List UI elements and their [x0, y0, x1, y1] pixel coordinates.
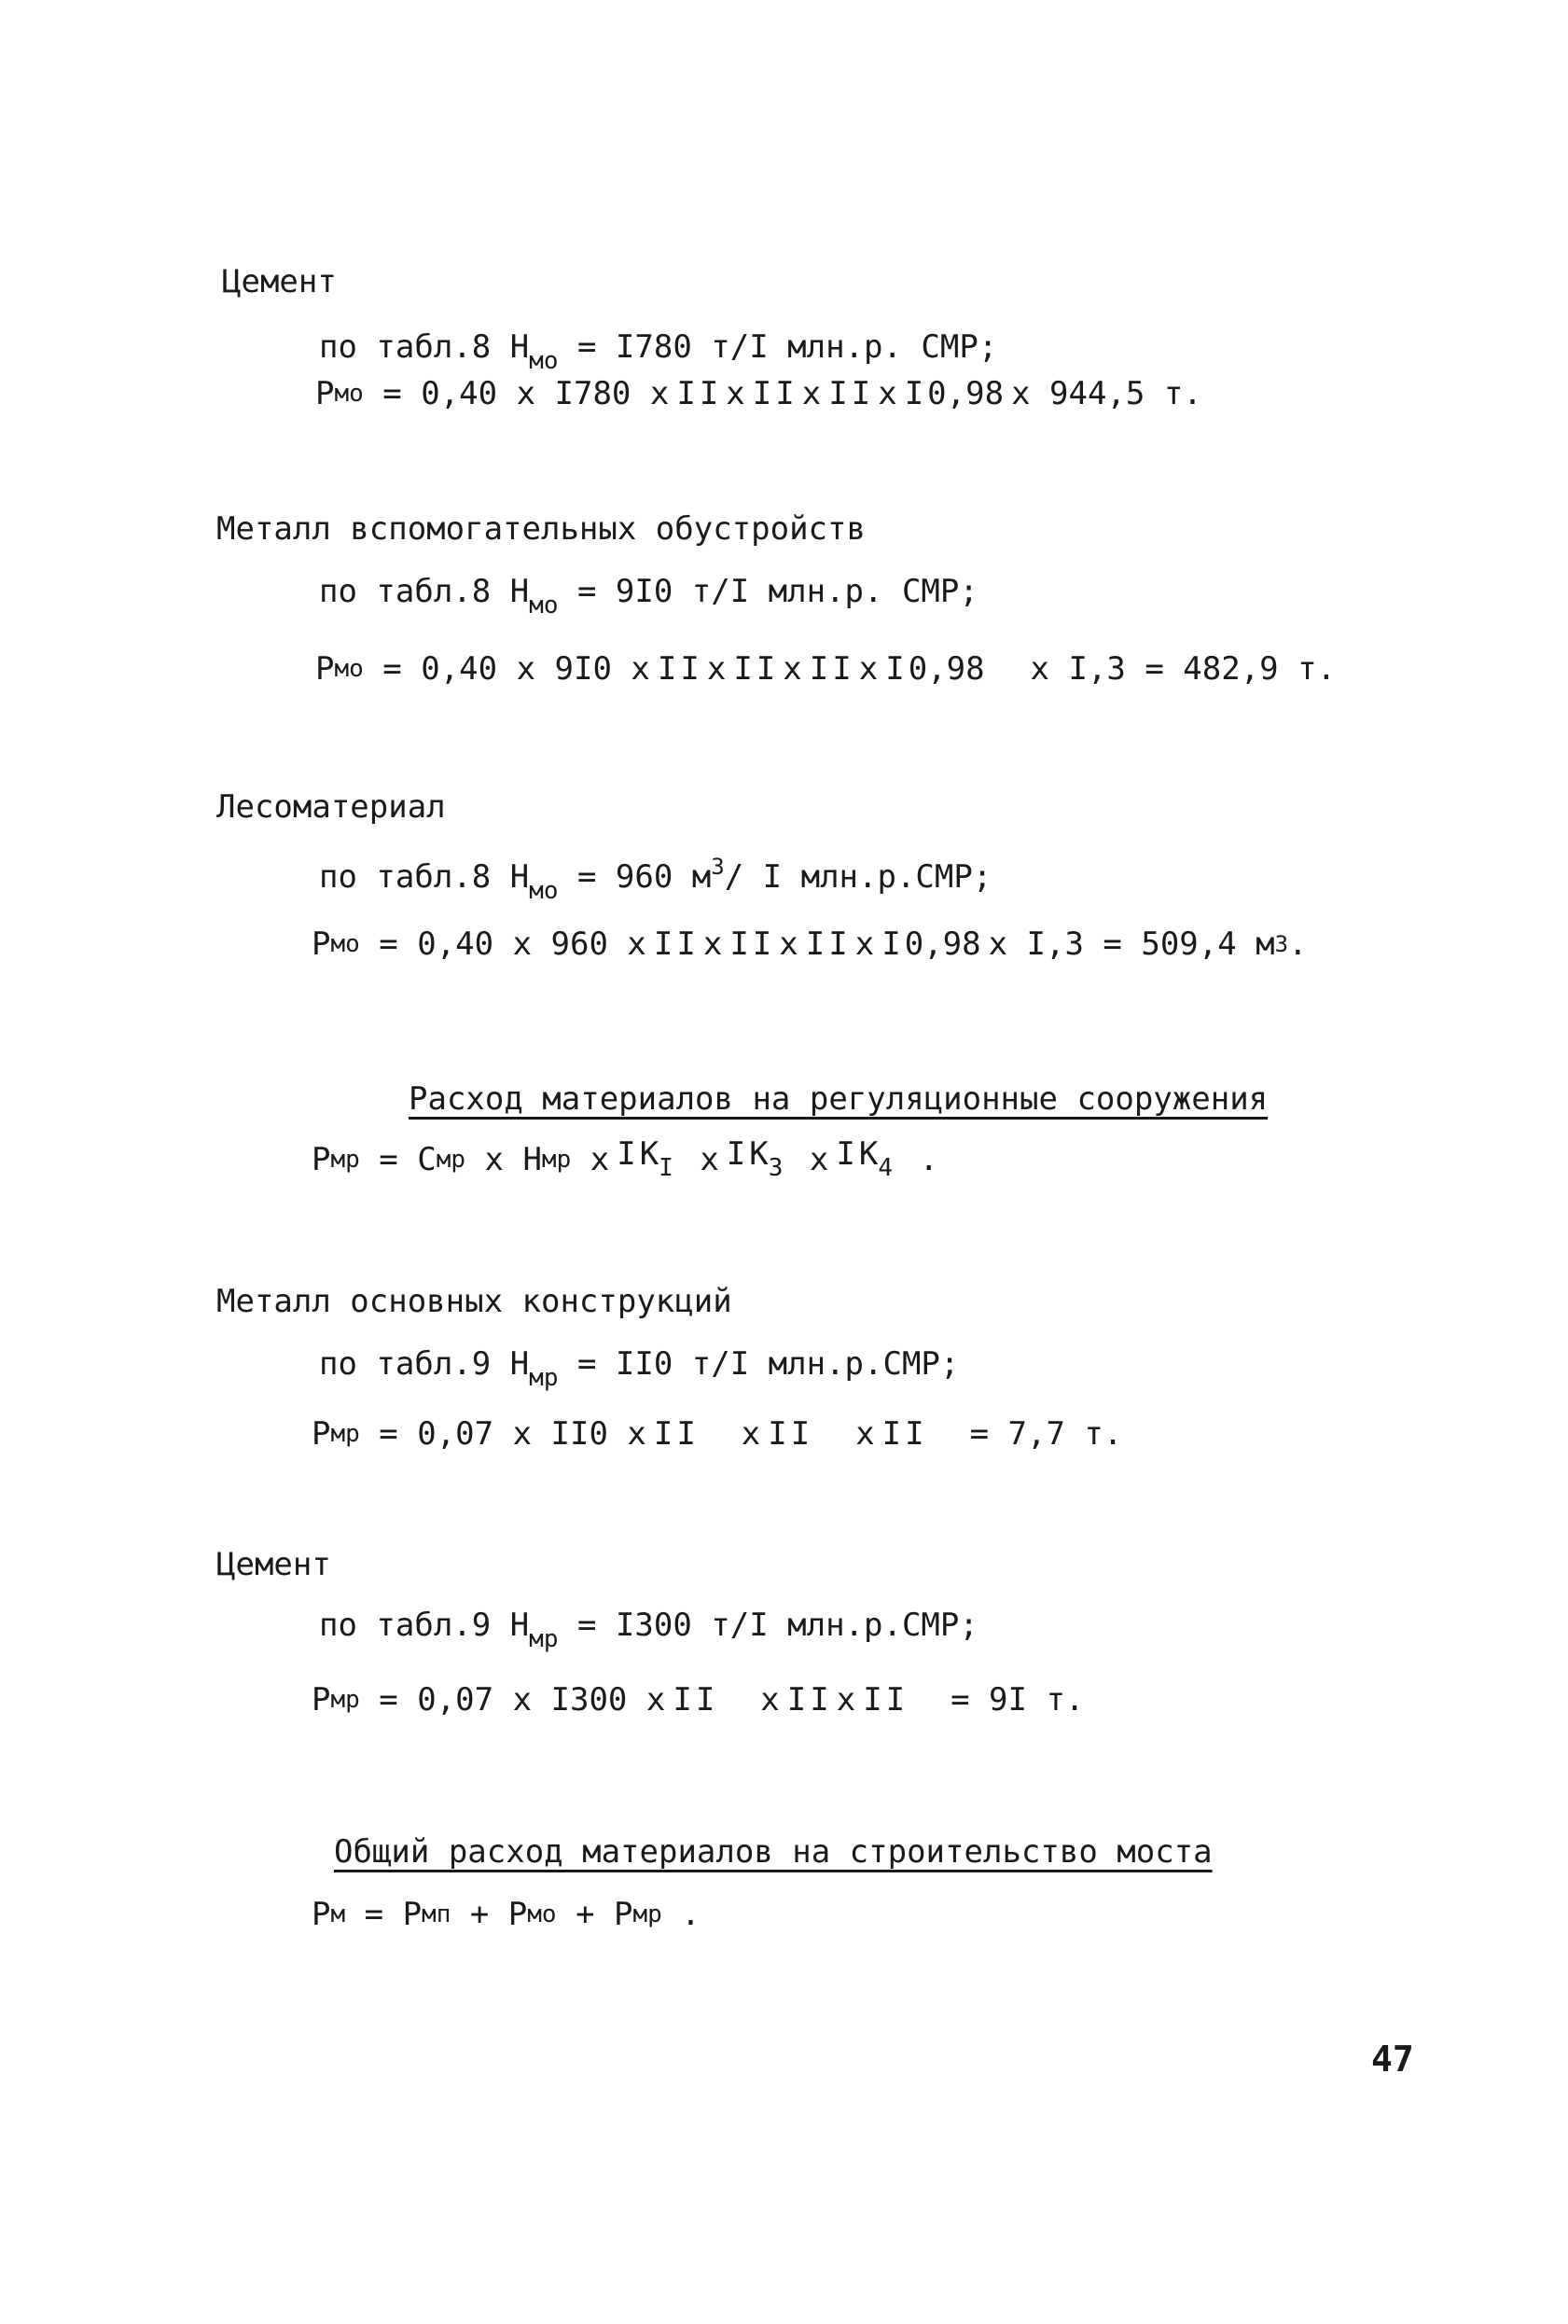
metal-aux-norm: по табл.8 $Н_{мо} = 9I0$ т/I млн.р. СМР;	[319, 573, 978, 619]
regulation-heading: Расход материалов на регуляционные сооружения	[409, 1080, 1269, 1118]
cement-title-2: Цемент	[216, 1546, 331, 1583]
regulation-general-formula: Р мр = С мр х Н мр х I $К_I$ х I $К_3$ х I $К_4$ .	[312, 1135, 938, 1182]
metal-main-formula: Р мр = 0,07 х II0 х I I х I I х I I = 7,7 т.	[312, 1415, 1123, 1453]
cement-formula-1: Р мо = 0,40 х I780 х I I х I I х I I х I 0,98 х 944,5 т.	[315, 375, 1202, 412]
total-heading: Общий расход материалов на строительство моста	[334, 1833, 1213, 1871]
page-number: 47	[1371, 2039, 1414, 2080]
metal-main-norm: по табл.9 $Н_{мр} = II0$ т/I млн.р.СМР;	[319, 1345, 960, 1392]
cement-norm-2: по табл.9 $Н_{мр} = I300$ т/I млн.р.СМР;	[319, 1607, 978, 1653]
timber-norm: по табл.8 $Н_{мо} = 960$ $м^3/$ I млн.р.СМР;	[319, 854, 992, 905]
total-formula: Р м = Р мп + Р мо + Р мр .	[312, 1896, 701, 1933]
metal-aux-formula: Р мо = 0,40 х 9I0 х I I х I I х I I х I 0,98 х I,3 = 482,9 т.	[315, 650, 1337, 688]
cement-formula-2: Р мр = 0,07 х I300 х I I х I I х I I = 9I т.	[312, 1681, 1085, 1719]
metal-aux-title: Металл вспомогательных обустройств	[216, 510, 866, 548]
timber-formula: Р мо = 0,40 х 960 х I I х I I х I I х I 0,98 х I,3 = 509,4 м 3 .	[312, 925, 1308, 963]
cement-norm-1: по табл.8 $Н_{мо} = I780$ т/I млн.р. СМР;	[319, 328, 998, 375]
cement-title-1: Цемент	[222, 263, 337, 300]
timber-title: Лесоматериал	[216, 788, 446, 826]
metal-main-title: Металл основных конструкций	[216, 1283, 732, 1320]
